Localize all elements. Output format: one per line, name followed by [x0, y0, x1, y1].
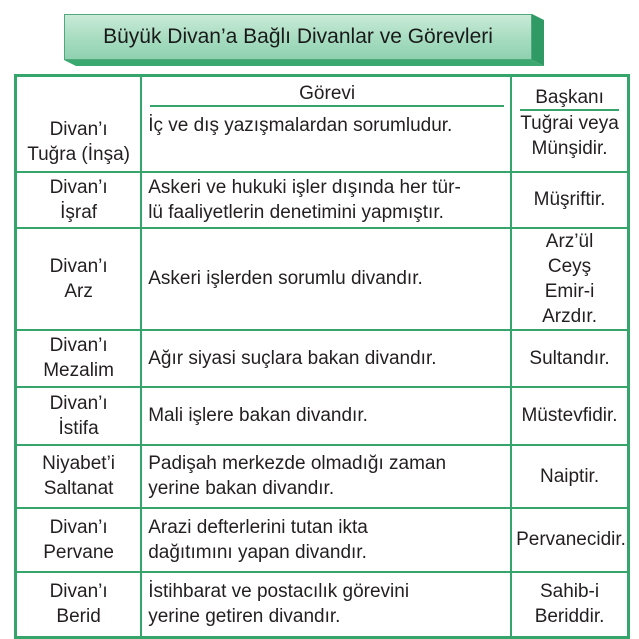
divan-name-cell: [16, 228, 142, 330]
divan-duty-line: Mali işlere bakan divandır.: [148, 405, 368, 426]
table-row: [16, 445, 629, 508]
divan-head-line: Tuğrai veya: [520, 113, 619, 134]
divan-duty-cell: [141, 445, 511, 508]
divan-head-line: Münşidir.: [531, 138, 608, 159]
divan-name-cell: [16, 572, 142, 638]
divan-duty-line: Ağır siyasi suçlara bakan divandır.: [148, 347, 437, 369]
divan-head-cell: [511, 508, 628, 572]
divan-name-line: Divan’ı: [49, 255, 108, 277]
divan-head-cell: [511, 572, 628, 638]
duty-column-header: Görevi: [150, 83, 504, 107]
divan-head-line: Arz’ül: [545, 230, 594, 252]
divan-head-line: Emir-i: [544, 280, 595, 302]
table-row: [16, 228, 629, 330]
divan-duty-line: yerine getiren divandır.: [148, 606, 341, 628]
divan-duty-line: dağıtımını yapan divandır.: [148, 541, 367, 563]
divan-name-line: İstifa: [58, 417, 99, 439]
divan-head-line: Pervanecidir.: [516, 529, 626, 550]
divan-duty-cell: [141, 572, 511, 638]
divan-head-line: Müşriftir.: [533, 189, 606, 210]
divan-name-line: Divan’ı: [49, 176, 108, 198]
divan-name-line: İşraf: [60, 201, 98, 223]
table-row: [16, 387, 629, 445]
divan-name-line: Arz: [64, 280, 93, 302]
divan-duty-cell: [141, 508, 511, 572]
divan-name-line: Mezalim: [43, 360, 114, 381]
page-title: Büyük Divan’a Bağlı Divanlar ve Görevleri: [103, 25, 493, 48]
table-row: [16, 508, 629, 572]
divan-duty-line: yerine bakan divandır.: [148, 478, 335, 499]
divan-name-line: Divan’ı: [49, 516, 108, 538]
divan-head-cell: [511, 330, 628, 387]
title-banner-bottom: [64, 60, 544, 66]
divan-name-line: Divan’ı: [49, 335, 108, 356]
divan-name-line: Divan’ı: [49, 392, 108, 414]
divan-head-line: Ceyş: [547, 255, 592, 277]
divan-duty-cell: [141, 172, 511, 228]
divan-duty-line: Askeri ve hukuki işler dışında her tür-: [148, 176, 461, 198]
divan-name-cell: [16, 387, 142, 445]
divan-name-cell: [16, 445, 142, 508]
divan-name-cell: [16, 508, 142, 572]
divan-head-line: Müstevfidir.: [521, 405, 618, 426]
title-banner: [64, 14, 544, 64]
divan-head-cell: [511, 172, 628, 228]
divan-duty-line: Padişah merkezde olmadığı zaman: [148, 453, 447, 474]
divan-head-line: Beriddir.: [534, 606, 605, 628]
divan-duty-line: Askeri işlerden sorumlu divandır.: [148, 268, 423, 289]
table-row: [16, 572, 629, 638]
divan-name-line: Berid: [56, 606, 101, 628]
divan-head-line: Arzdır.: [542, 305, 597, 327]
divan-name-cell: [16, 76, 142, 172]
divan-name-line: Divan’ı: [49, 581, 108, 603]
head-column-header: Başkanı: [520, 87, 619, 111]
divan-duty-line: İstihbarat ve postacılık görevini: [148, 581, 410, 603]
divan-head-cell: [511, 387, 628, 445]
divan-head-line: Sahib-i: [539, 581, 600, 603]
divan-name-line: Tuğra (İnşa): [27, 143, 130, 165]
table-body: [16, 76, 629, 638]
divan-head-cell: [511, 445, 628, 508]
title-banner-side: [532, 14, 544, 66]
divan-name-line: Pervane: [43, 541, 114, 563]
divan-duty-line: Arazi defterlerini tutan ikta: [148, 516, 368, 538]
divan-head-cell: [511, 228, 628, 330]
divan-duty-cell: [141, 76, 511, 172]
divan-name-cell: [16, 330, 142, 387]
divan-name-line: Divan’ı: [49, 118, 108, 140]
table-row: [16, 172, 629, 228]
divan-name-line: Niyabet’i: [42, 453, 116, 474]
divan-table: [14, 74, 630, 639]
divan-head-line: Naiptir.: [539, 465, 600, 487]
divan-name-cell: [16, 172, 142, 228]
table-row: [16, 76, 629, 172]
divan-name-line: Saltanat: [43, 478, 114, 499]
divan-head-line: Sultandır.: [529, 347, 610, 369]
divan-head-cell: [511, 76, 628, 172]
divan-duty-cell: [141, 387, 511, 445]
divan-duty-cell: [141, 330, 511, 387]
divan-duty-line: lü faaliyetlerin denetimini yapmıştır.: [148, 201, 444, 223]
divan-duty-cell: [141, 228, 511, 330]
divan-duty-line: İç ve dış yazışmalardan sorumludur.: [148, 115, 453, 136]
table-row: [16, 330, 629, 387]
